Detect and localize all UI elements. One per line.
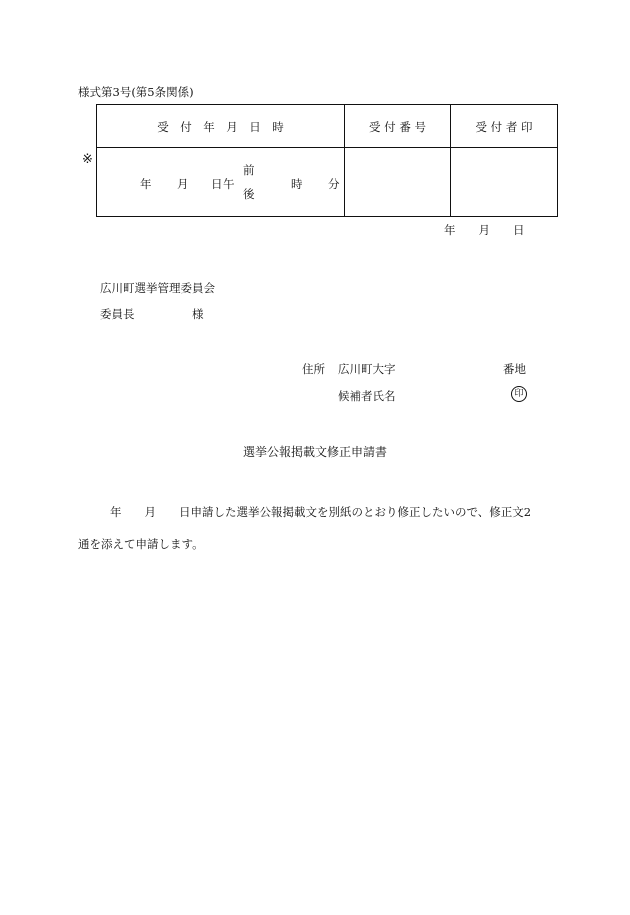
submit-date: 年 月 日 [444,223,525,237]
date-minute-unit: 分 [328,177,340,191]
reception-datetime-header: 受 付 年 月 日 時 [157,120,284,134]
form-number: 様式第3号(第5条関係) [78,85,194,99]
body-text-line-2: 通を添えて申請します。 [78,537,204,551]
reception-datetime-cell [97,148,345,217]
seal-icon: 印 [511,386,527,402]
addressee-org: 広川町選挙管理委員会 [100,281,215,295]
date-month-unit: 月 [177,177,189,191]
date-year-unit: 年 [140,177,152,191]
reception-number-field[interactable] [345,148,451,217]
address-value: 広川町大字 [338,362,396,376]
reception-number-header: 受 付 番 号 [369,120,426,134]
reception-seal-header: 受 付 者 印 [475,120,533,134]
kome-mark: ※ [82,152,93,167]
reception-header-row [97,105,558,148]
date-meridiem-unit: 午 [223,177,235,191]
reception-datetime-header-cell [97,105,345,148]
date-day-unit: 日 [211,177,223,191]
date-hour-unit: 時 [291,177,303,191]
reception-seal-header-cell [451,105,558,148]
address-banchi: 番地 [503,362,526,376]
addressee-person: 委員長 様 [100,307,204,321]
body-text-line-1: 年 月 日申請した選挙公報掲載文を別紙のとおり修正したいので、修正文2 [110,505,532,519]
reception-entry-row [97,148,558,217]
am-label: 前 [243,163,255,177]
address-label: 住所 [302,362,325,376]
candidate-name-label: 候補者氏名 [338,389,396,403]
document-title: 選挙公報掲載文修正申請書 [242,445,387,459]
pm-label: 後 [243,187,255,201]
reception-seal-field[interactable] [451,148,558,217]
reception-number-header-cell [345,105,451,148]
reception-table [96,104,558,217]
